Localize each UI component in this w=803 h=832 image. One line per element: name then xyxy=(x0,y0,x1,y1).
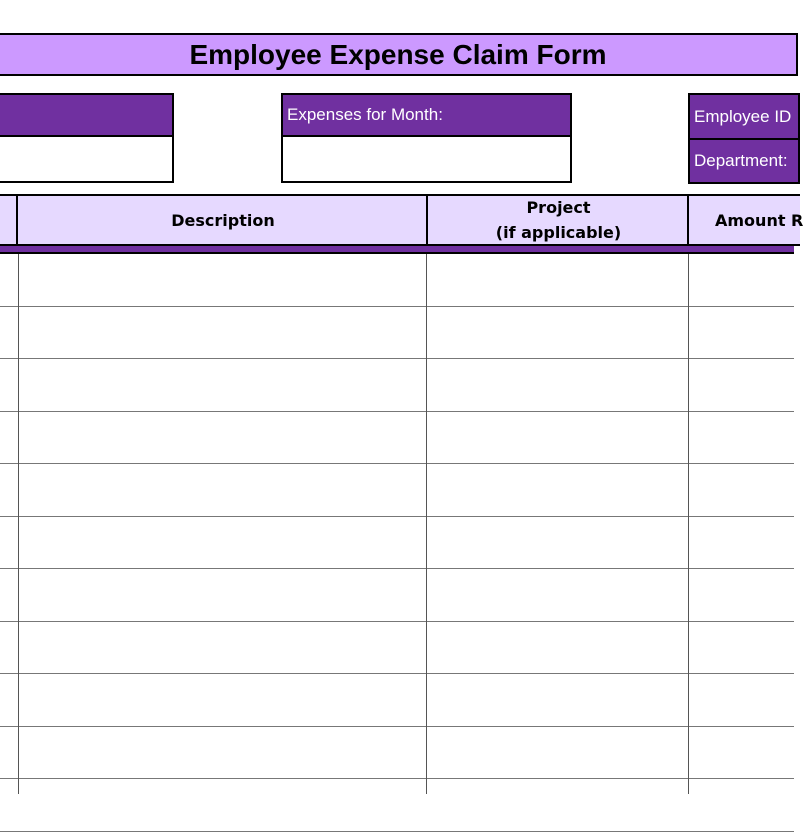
column-header-description: Description xyxy=(171,210,275,230)
info-box-left-field[interactable] xyxy=(0,137,172,181)
cell-amount[interactable] xyxy=(689,569,794,621)
info-box-left xyxy=(0,93,174,183)
cell-description[interactable] xyxy=(19,779,426,831)
cell-amount[interactable] xyxy=(689,622,794,674)
table-row xyxy=(0,412,794,465)
table-row xyxy=(0,727,794,780)
cell-project[interactable] xyxy=(427,359,688,411)
column-header-project: Project (if applicable) xyxy=(426,196,689,244)
table-row xyxy=(0,254,794,307)
cell-project[interactable] xyxy=(427,307,688,359)
cell-description[interactable] xyxy=(19,517,426,569)
expense-table-body xyxy=(0,254,794,794)
table-row xyxy=(0,622,794,675)
cell-description[interactable] xyxy=(19,622,426,674)
cell-description[interactable] xyxy=(19,464,426,516)
cell-amount[interactable] xyxy=(689,674,794,726)
expenses-month-field[interactable] xyxy=(283,137,570,181)
table-row xyxy=(0,674,794,727)
table-header xyxy=(0,194,803,246)
table-row xyxy=(0,359,794,412)
column-divider xyxy=(688,254,689,794)
cell-description[interactable] xyxy=(19,254,426,306)
cell-project[interactable] xyxy=(427,569,688,621)
cell-description[interactable] xyxy=(19,569,426,621)
cell-amount[interactable] xyxy=(689,307,794,359)
employee-info-box xyxy=(688,93,800,184)
cell-project[interactable] xyxy=(427,517,688,569)
table-row xyxy=(0,307,794,360)
expenses-month-box xyxy=(281,93,572,183)
cell-amount[interactable] xyxy=(689,464,794,516)
info-box-left-label xyxy=(0,95,172,135)
column-divider xyxy=(18,254,19,794)
cell-amount[interactable] xyxy=(689,412,794,464)
column-header-0 xyxy=(0,196,18,244)
cell-project[interactable] xyxy=(427,779,688,831)
department-label: Department: xyxy=(690,140,798,182)
table-row xyxy=(0,464,794,517)
cell-description[interactable] xyxy=(19,307,426,359)
table-row xyxy=(0,779,794,832)
cell-amount[interactable] xyxy=(689,254,794,306)
cell-amount[interactable] xyxy=(689,517,794,569)
cell-project[interactable] xyxy=(427,464,688,516)
table-row xyxy=(0,569,794,622)
expenses-month-label: Expenses for Month: xyxy=(283,95,570,135)
cell-project[interactable] xyxy=(427,254,688,306)
cell-description[interactable] xyxy=(19,674,426,726)
form-title: Employee Expense Claim Form xyxy=(0,33,798,76)
cell-description[interactable] xyxy=(19,359,426,411)
cell-project[interactable] xyxy=(427,674,688,726)
table-header-strip xyxy=(0,246,794,254)
cell-description[interactable] xyxy=(19,412,426,464)
column-header-amount: Amount R xyxy=(687,196,800,244)
employee-id-label: Employee ID xyxy=(690,95,798,138)
table-row xyxy=(0,517,794,570)
cell-amount[interactable] xyxy=(689,727,794,779)
cell-project[interactable] xyxy=(427,727,688,779)
cell-amount[interactable] xyxy=(689,359,794,411)
cell-project[interactable] xyxy=(427,622,688,674)
cell-amount[interactable] xyxy=(689,779,794,831)
cell-project[interactable] xyxy=(427,412,688,464)
column-divider xyxy=(426,254,427,794)
cell-description[interactable] xyxy=(19,727,426,779)
